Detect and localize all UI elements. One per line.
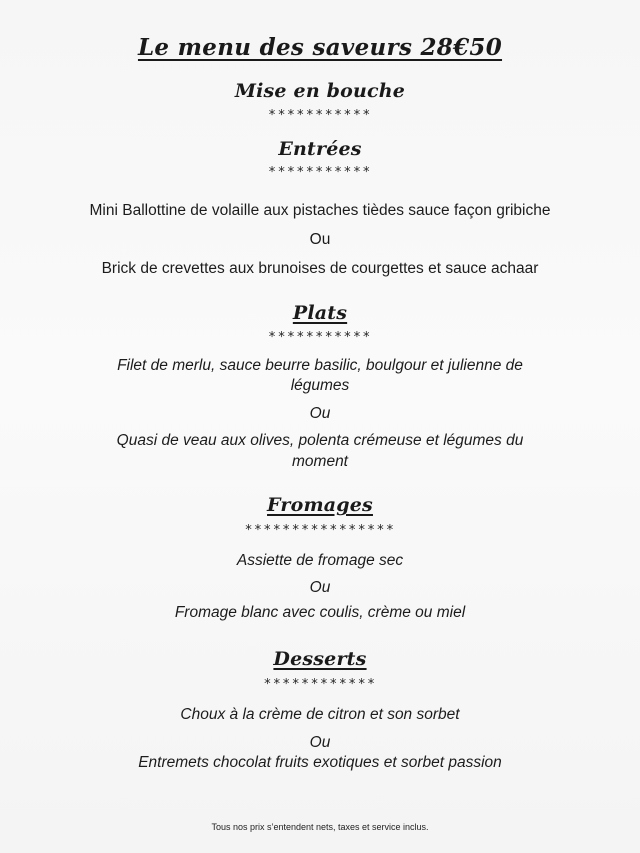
dessert-dish-1: Choux à la crème de citron et son sorbet	[180, 706, 460, 723]
plat-dish-2-line-2: moment	[292, 453, 348, 470]
section-heading-plats: Plats	[292, 302, 348, 324]
entree-dish-2: Brick de crevettes aux brunoises de courgettes et sauce achaar	[101, 260, 539, 277]
stars-divider: ***********	[268, 165, 372, 180]
or-separator: Ou	[309, 579, 331, 596]
section-heading-mise-en-bouche: Mise en bouche	[234, 80, 406, 102]
entree-dish-1: Mini Ballottine de volaille aux pistaches tièdes sauce façon gribiche	[89, 202, 551, 219]
stars-divider: ************	[263, 677, 377, 692]
stars-divider: ***********	[268, 330, 372, 345]
or-separator: Ou	[309, 231, 331, 248]
or-separator: Ou	[309, 734, 331, 751]
section-heading-desserts: Desserts	[273, 648, 367, 670]
stars-divider: ****************	[244, 523, 396, 538]
plat-dish-1-line-2: légumes	[290, 377, 350, 394]
plat-dish-1-line-1: Filet de merlu, sauce beurre basilic, boulgour et julienne de	[117, 357, 523, 374]
menu-title: Le menu des saveurs 28€50	[137, 34, 503, 61]
section-heading-fromages: Fromages	[267, 494, 373, 516]
or-separator: Ou	[309, 405, 331, 422]
fromage-dish-2: Fromage blanc avec coulis, crème ou miel	[174, 604, 466, 621]
stars-divider: ***********	[268, 108, 372, 123]
footer-note: Tous nos prix s’entendent nets, taxes et service inclus.	[211, 822, 429, 832]
dessert-dish-2: Entremets chocolat fruits exotiques et sorbet passion	[138, 754, 502, 771]
fromage-dish-1: Assiette de fromage sec	[236, 552, 404, 569]
plat-dish-2-line-1: Quasi de veau aux olives, polenta crémeuse et légumes du	[116, 432, 524, 449]
section-heading-entrees: Entrées	[278, 138, 362, 160]
